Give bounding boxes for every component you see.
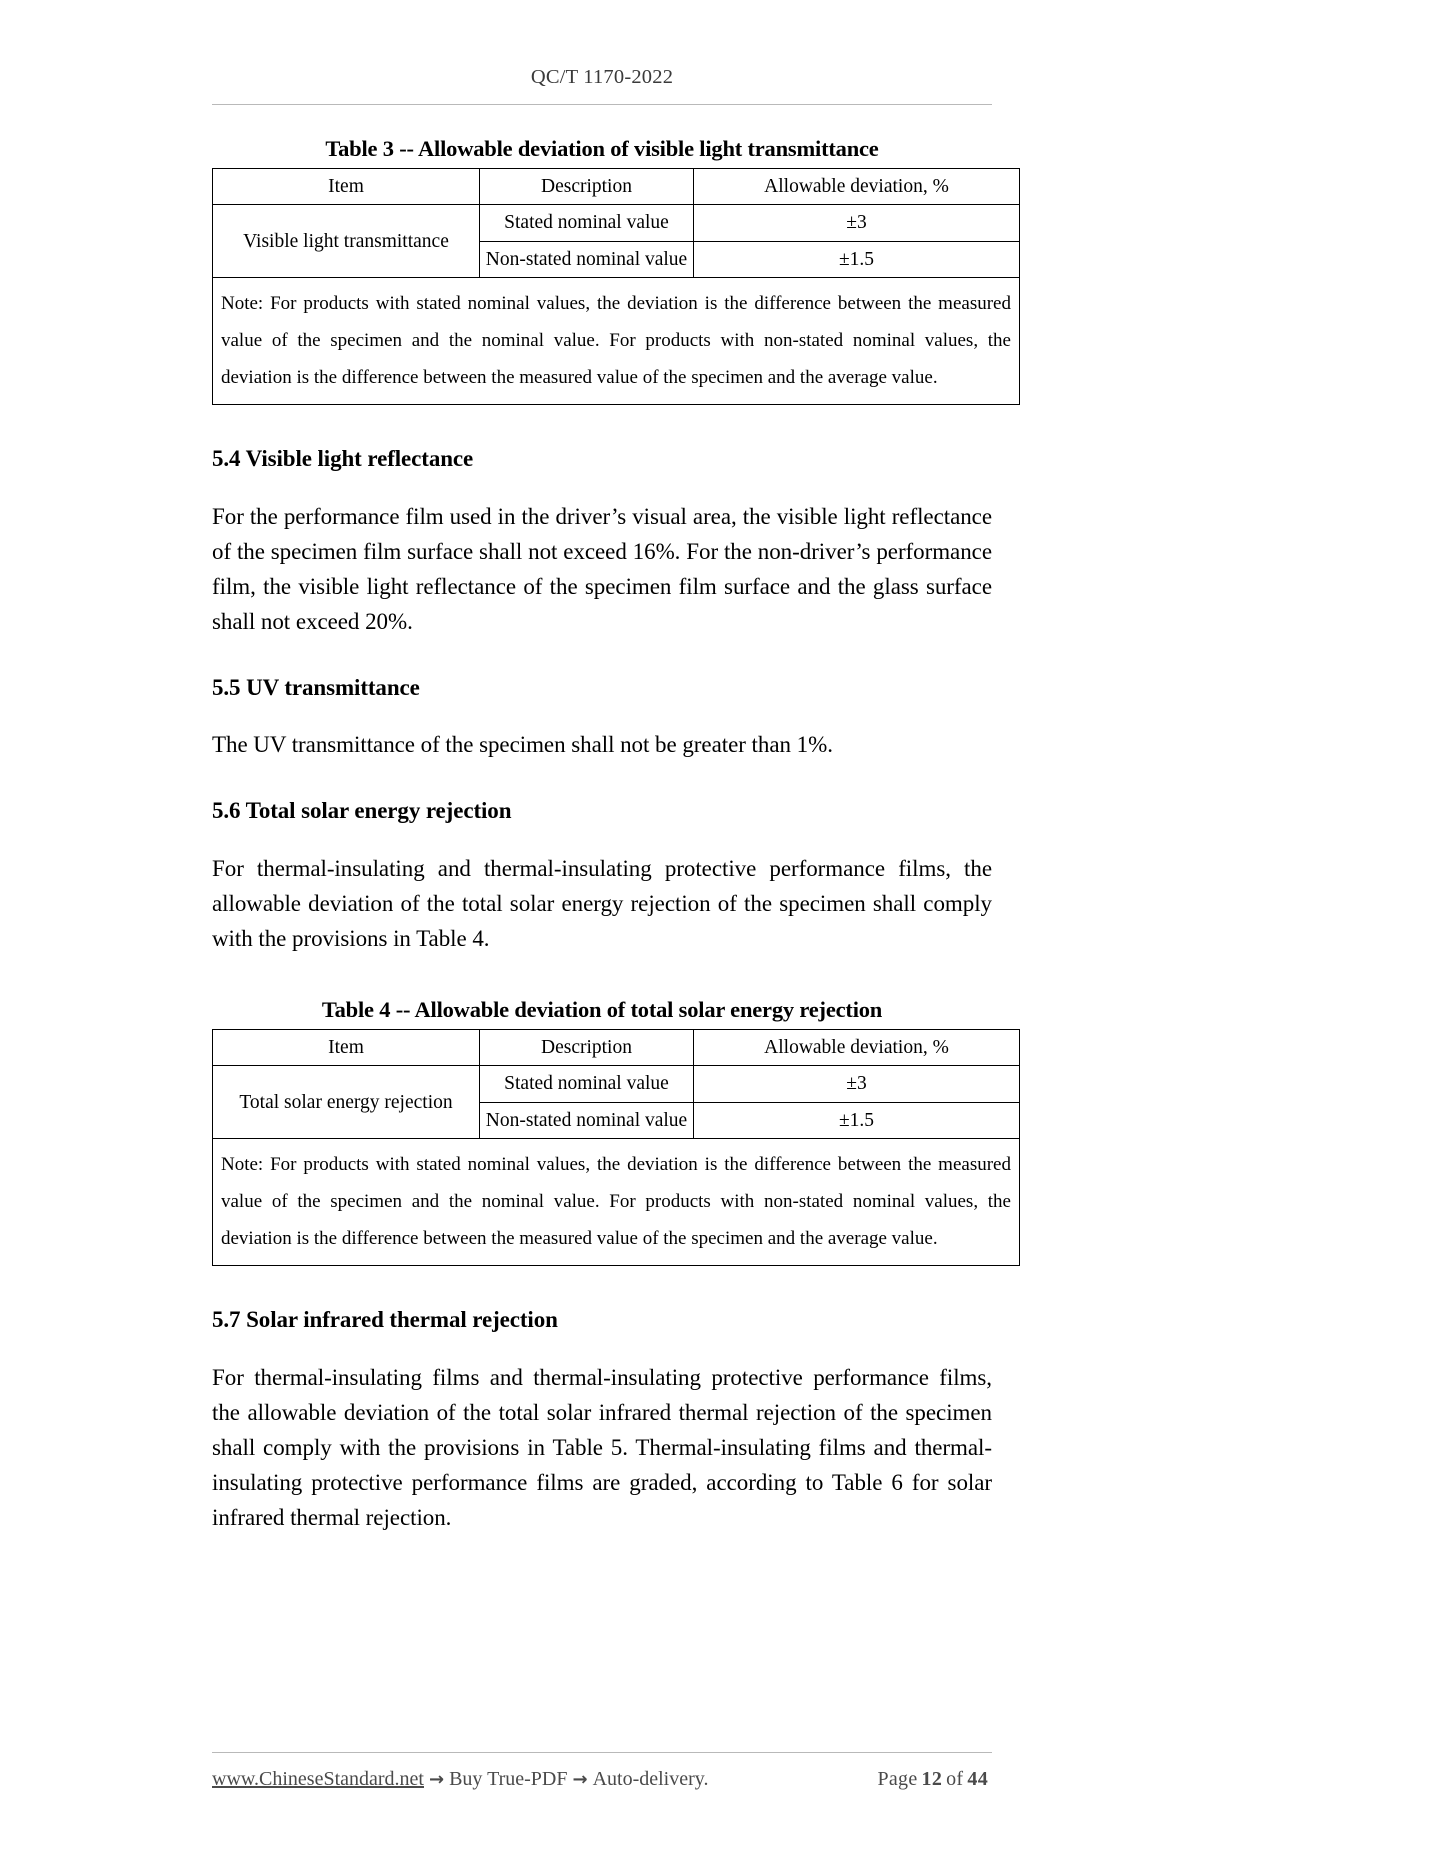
table4-row <box>213 1066 1020 1102</box>
table3-caption: Table 3 -- Allowable deviation of visible light transmittance <box>325 136 879 161</box>
table4-col-deviation: Allowable deviation, % <box>694 1030 1020 1066</box>
table3-deviation-cell: ±3 <box>694 205 1020 241</box>
table4-deviation-cell: ±3 <box>694 1066 1020 1102</box>
paragraph-5-4: For the performance film used in the driver’s visual area, the visible light reflectance of the specimen film surface shall not exceed 16%. For the non-driver’s performance film, the visible light reflectance of the specimen film surface and the glass surface shall not exceed 20%. <box>212 503 992 634</box>
table4-col-item: Item <box>213 1030 480 1066</box>
footer-website-link[interactable]: www.ChineseStandard.net <box>212 1768 424 1790</box>
table3 <box>212 168 1020 405</box>
table4 <box>212 1029 1020 1266</box>
table3-deviation-cell: ±1.5 <box>694 241 1020 277</box>
table3-description-cell: Stated nominal value <box>480 205 694 241</box>
footer-delivery-text: Auto-delivery. <box>592 1768 709 1790</box>
table4-item-cell: Total solar energy rejection <box>213 1066 480 1139</box>
header-divider <box>212 104 992 105</box>
table4-description-cell: Stated nominal value <box>480 1066 694 1102</box>
table3-col-deviation: Allowable deviation, % <box>694 169 1020 205</box>
table3-note: Note: For products with stated nominal values, the deviation is the difference between the measured value of the specimen and the nominal value. For products with non-stated nominal values, the deviation is the difference between the measured value of the specimen and the average value. <box>213 278 1020 405</box>
page-header-standard-code: QC/T 1170-2022 <box>530 66 674 88</box>
page-footer <box>212 1768 992 1791</box>
table3-header-row <box>213 169 1020 205</box>
table3-row <box>213 205 1020 241</box>
document-body <box>212 136 1011 1536</box>
table4-col-description: Description <box>480 1030 694 1066</box>
heading-5-7: 5.7 Solar infrared thermal rejection <box>212 1307 558 1333</box>
heading-5-4: 5.4 Visible light reflectance <box>212 446 474 472</box>
heading-5-6: 5.6 Total solar energy rejection <box>212 798 512 824</box>
table4-description-cell: Non-stated nominal value <box>480 1102 694 1138</box>
table3-note-row <box>213 278 1020 405</box>
paragraph-5-7: For thermal-insulating films and thermal-insulating protective performance films, the allowable deviation of the total solar infrared thermal rejection of the specimen shall comply with the provisions in Table 5. Thermal-insulating films and thermal-insulating protective performance films are graded, according to Table 6 for solar infrared thermal rejection. <box>212 1364 992 1530</box>
table3-description-cell: Non-stated nominal value <box>480 241 694 277</box>
page-number: 12 <box>921 1768 943 1790</box>
table3-col-item: Item <box>213 169 480 205</box>
arrow-right-icon: → <box>429 1769 445 1790</box>
table4-header-row <box>213 1030 1020 1066</box>
table3-col-description: Description <box>480 169 694 205</box>
table4-note-row <box>213 1139 1020 1266</box>
page-label: Page <box>877 1768 918 1790</box>
total-pages: 44 <box>967 1768 988 1790</box>
footer-buy-text: Buy True-PDF <box>449 1768 568 1790</box>
arrow-right-icon-2: → <box>572 1769 588 1790</box>
table4-note: Note: For products with stated nominal values, the deviation is the difference between the measured value of the specimen and the nominal value. For products with non-stated nominal values, the deviation is the difference between the measured value of the specimen and the average value. <box>213 1139 1020 1266</box>
table3-item-cell: Visible light transmittance <box>213 205 480 278</box>
of-label: of <box>946 1768 964 1790</box>
footer-pagination <box>877 1768 992 1791</box>
footer-promo <box>212 1768 877 1791</box>
table4-deviation-cell: ±1.5 <box>694 1102 1020 1138</box>
footer-divider <box>212 1752 992 1753</box>
paragraph-5-5: The UV transmittance of the specimen shall not be greater than 1%. <box>212 732 833 758</box>
heading-5-5: 5.5 UV transmittance <box>212 674 420 700</box>
table4-caption: Table 4 -- Allowable deviation of total solar energy rejection <box>321 997 883 1023</box>
paragraph-5-6: For thermal-insulating and thermal-insulating protective performance films, the allowable deviation of the total solar energy rejection of the specimen shall comply with the provisions in Table 4. <box>212 856 992 952</box>
